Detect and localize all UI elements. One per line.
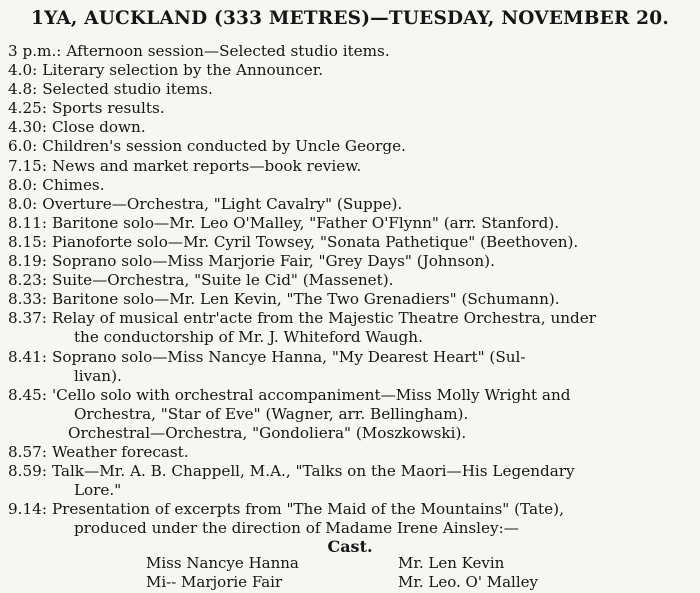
entry-time: 8.11:: [8, 213, 47, 232]
programme-entry: [8, 233, 696, 252]
entry-text: [47, 386, 696, 424]
cast-member: Miss Nancye Hanna: [146, 554, 299, 572]
entry-line: Pianoforte solo—Mr. Cyril Towsey, "Sonata Pathetique" (Beethoven).: [51, 232, 579, 251]
entry-text: [37, 195, 696, 214]
entry-text: [47, 271, 696, 290]
cast-list-left: [146, 554, 299, 592]
entry-text: [47, 462, 696, 500]
programme-entry: [8, 118, 696, 137]
entry-line: Suite—Orchestra, "Suite le Cid" (Massenet).: [51, 271, 394, 290]
cast-member: Mi-- Marjorie Fair: [146, 573, 283, 591]
programme-entry: [8, 348, 696, 386]
programme-entry: [8, 424, 696, 443]
entry-time: 4.8:: [8, 80, 38, 99]
programme-entry: [8, 290, 696, 309]
entry-time: 8.37:: [8, 309, 47, 328]
entry-time: 8.59:: [8, 462, 47, 481]
programme-entry: [8, 386, 696, 424]
entry-text: [47, 290, 696, 309]
entry-text: [47, 214, 696, 233]
entry-line: Talk—Mr. A. B. Chappell, M.A., "Talks on the Maori—His Legendary: [51, 462, 575, 481]
programme-entry: [8, 462, 696, 500]
entry-text: [37, 176, 696, 195]
entry-text: [47, 443, 696, 462]
entry-text: [47, 233, 696, 252]
entry-time: 9.14:: [8, 500, 47, 519]
entry-time: 4.30:: [8, 118, 47, 137]
entry-line: Soprano solo—Miss Marjorie Fair, "Grey Days" (Johnson).: [51, 252, 495, 271]
entry-text: [47, 348, 696, 386]
entry-time: 8.23:: [8, 271, 47, 290]
entry-line: Baritone solo—Mr. Leo O'Malley, "Father O'Flynn" (arr. Stanford).: [51, 213, 560, 232]
entry-line: Close down.: [51, 118, 146, 137]
entry-text: [47, 500, 696, 538]
cast-member: Mr. Len Kevin: [398, 554, 505, 572]
programme-entry: [8, 500, 696, 538]
entry-line: News and market reports—book review.: [51, 156, 362, 175]
entry-time: 8.41:: [8, 347, 47, 366]
entry-continuation-line: the conductorship of Mr. J. Whiteford Waugh.: [73, 328, 423, 347]
programme-entry: [8, 309, 696, 347]
programme-entry: [8, 195, 696, 214]
entry-time: 6.0:: [8, 137, 38, 156]
cast-list-right: [398, 554, 538, 592]
entry-line: 'Cello solo with orchestral accompaniment—Miss Molly Wright and: [51, 385, 571, 404]
entry-continuation-line: livan).: [73, 366, 122, 385]
cast-heading: Cast.: [327, 537, 373, 556]
entry-time: 4.25:: [8, 99, 47, 118]
entry-continuation-line: produced under the direction of Madame Irene Ainsley:—: [73, 519, 519, 538]
entry-text: [47, 99, 696, 118]
programme-entry: [8, 271, 696, 290]
entry-time: 3 p.m.:: [8, 42, 62, 60]
programme-entry: [8, 157, 696, 176]
entry-text: [47, 118, 696, 137]
entry-text: [61, 42, 696, 61]
entry-line: Selected studio items.: [42, 80, 213, 99]
entry-line: Overture—Orchestra, "Light Cavalry" (Suppe).: [42, 194, 403, 213]
entry-text: [37, 80, 696, 99]
entry-text: [47, 309, 696, 347]
programme-entry: [8, 99, 696, 118]
programme-entry: [8, 42, 696, 61]
cast-member: Mr. Leo. O' Malley: [398, 573, 538, 591]
entry-text: [37, 137, 696, 156]
entry-time: 8.33:: [8, 290, 47, 309]
programme-entry: [8, 137, 696, 156]
entry-time: 8.0:: [8, 194, 38, 213]
entry-time: 8.19:: [8, 252, 47, 271]
entry-text: [37, 61, 696, 80]
entry-time: 7.15:: [8, 156, 47, 175]
entry-line: Soprano solo—Miss Nancye Hanna, "My Dearest Heart" (Sul-: [51, 347, 526, 366]
entry-line: Literary selection by the Announcer.: [42, 61, 324, 80]
entry-line: Children's session conducted by Uncle George.: [42, 137, 406, 156]
programme-entry: [8, 214, 696, 233]
entry-line: Orchestral—Orchestra, "Gondoliera" (Moszkowski).: [68, 423, 467, 442]
entry-time: 8.15:: [8, 232, 47, 251]
entry-text: [47, 252, 696, 271]
entry-time: 4.0:: [8, 61, 38, 80]
entry-continuation-line: Lore.": [73, 481, 122, 500]
entry-line: Presentation of excerpts from "The Maid of the Mountains" (Tate),: [51, 500, 564, 519]
entry-line: Sports results.: [51, 99, 165, 118]
programme-entries: [8, 42, 696, 538]
programme-entry: [8, 61, 696, 80]
entry-text: [47, 157, 696, 176]
entry-line: Weather forecast.: [51, 442, 189, 461]
programme-entry: [8, 176, 696, 195]
programme-entry: [8, 80, 696, 99]
entry-line: Baritone solo—Mr. Len Kevin, "The Two Grenadiers" (Schumann).: [51, 290, 560, 309]
entry-line: Chimes.: [42, 175, 105, 194]
entry-time: 8.57:: [8, 442, 47, 461]
entry-text: [63, 424, 696, 443]
entry-line: Relay of musical entr'acte from the Majestic Theatre Orchestra, under: [51, 309, 597, 328]
programme-entry: [8, 252, 696, 271]
entry-continuation-line: Orchestra, "Star of Eve" (Wagner, arr. Bellingham).: [73, 404, 469, 423]
programme-entry: [8, 443, 696, 462]
programme-heading: 1YA, AUCKLAND (333 METRES)—TUESDAY, NOVEMBER 20.: [31, 8, 669, 29]
entry-time: 8.45:: [8, 385, 47, 404]
entry-line: Afternoon session—Selected studio items.: [66, 42, 390, 60]
entry-time: 8.0:: [8, 175, 38, 194]
